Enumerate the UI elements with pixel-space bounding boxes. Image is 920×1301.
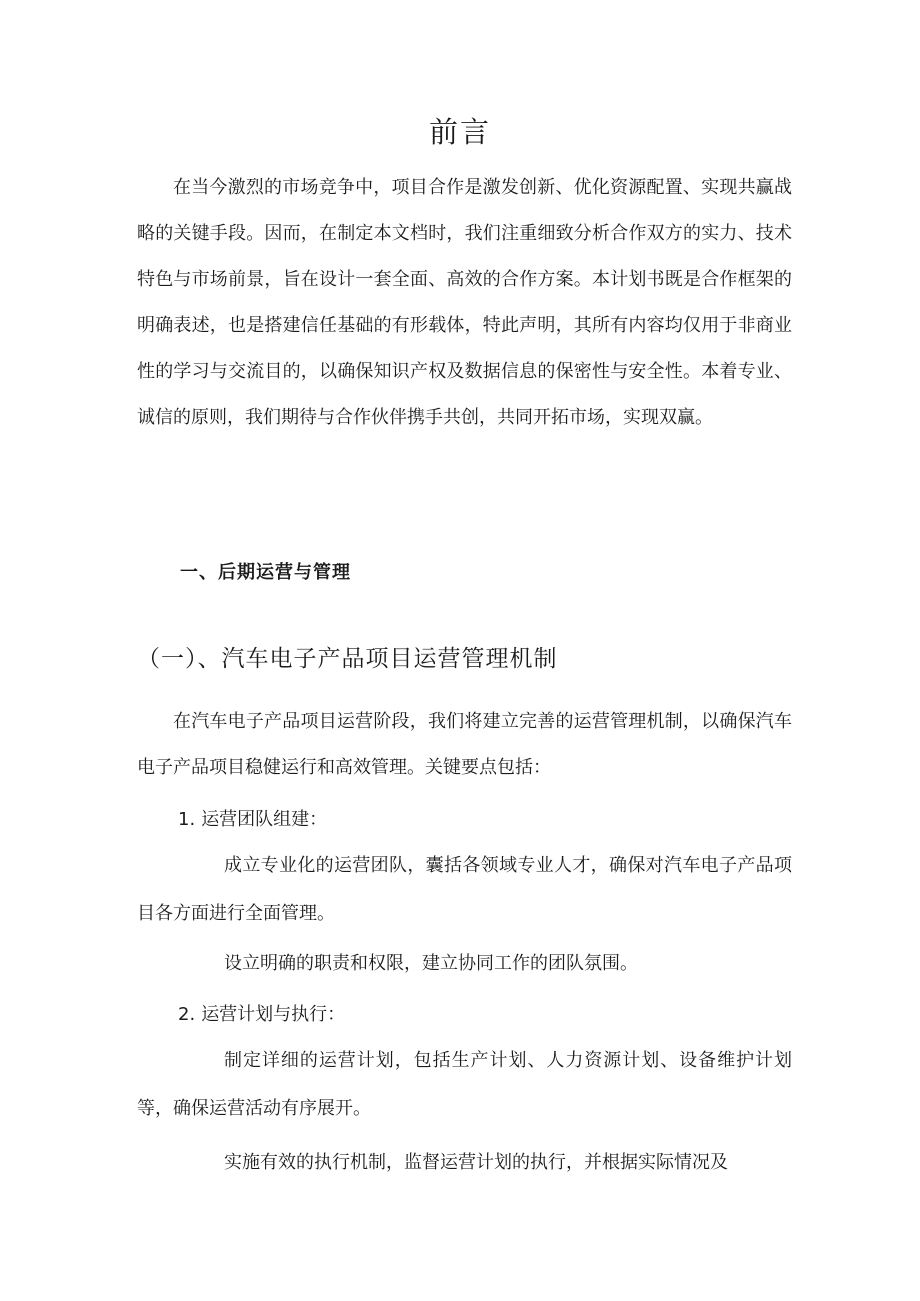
list-item-paragraph: 实施有效的执行机制，监督运营计划的执行，并根据实际情况及 xyxy=(224,1152,728,1173)
section-heading: 一、后期运营与管理 xyxy=(180,562,351,583)
list-item-number: 2. xyxy=(178,1004,196,1025)
page-title: 前言 xyxy=(428,115,491,149)
subsection-heading: （一）、汽车电子产品项目运营管理机制 xyxy=(137,646,558,672)
list-item-paragraph: 设立明确的职责和权限，建立协同工作的团队氛围。 xyxy=(224,953,638,974)
list-item-paragraph: 成立专业化的运营团队，囊括各领域专业人才，确保对汽车电子产品项目各方面进行全面管理。 xyxy=(137,855,792,924)
list-item-title: 运营计划与执行： xyxy=(201,1004,346,1025)
list-item-heading xyxy=(178,805,327,831)
list-item-title: 运营团队组建： xyxy=(201,809,328,830)
list-item-number: 1. xyxy=(178,809,196,830)
intro-paragraph: 在当今激烈的市场竞争中，项目合作是激发创新、优化资源配置、实现共赢战略的关键手段。因而，在制定本文档时，我们注重细致分析合作双方的实力、技术特色与市场前景，旨在设计一套全面、高效的合作方案。本计划书既是合作框架的明确表述，也是搭建信任基础的有形载体，特此声明，其所有内容均仅用于非商业性的学习与交流目的，以确保知识产权及数据信息的保密性与安全性。本着专业、诚信的原则，我们期待与合作伙伴携手共创，共同开拓市场，实现双赢。 xyxy=(137,177,792,428)
list-item-paragraph: 制定详细的运营计划，包括生产计划、人力资源计划、设备维护计划等，确保运营活动有序展开。 xyxy=(137,1050,792,1119)
list-item-heading xyxy=(178,1000,345,1026)
subsection-intro-paragraph: 在汽车电子产品项目运营阶段，我们将建立完善的运营管理机制，以确保汽车电子产品项目稳健运行和高效管理。关键要点包括： xyxy=(137,711,792,778)
